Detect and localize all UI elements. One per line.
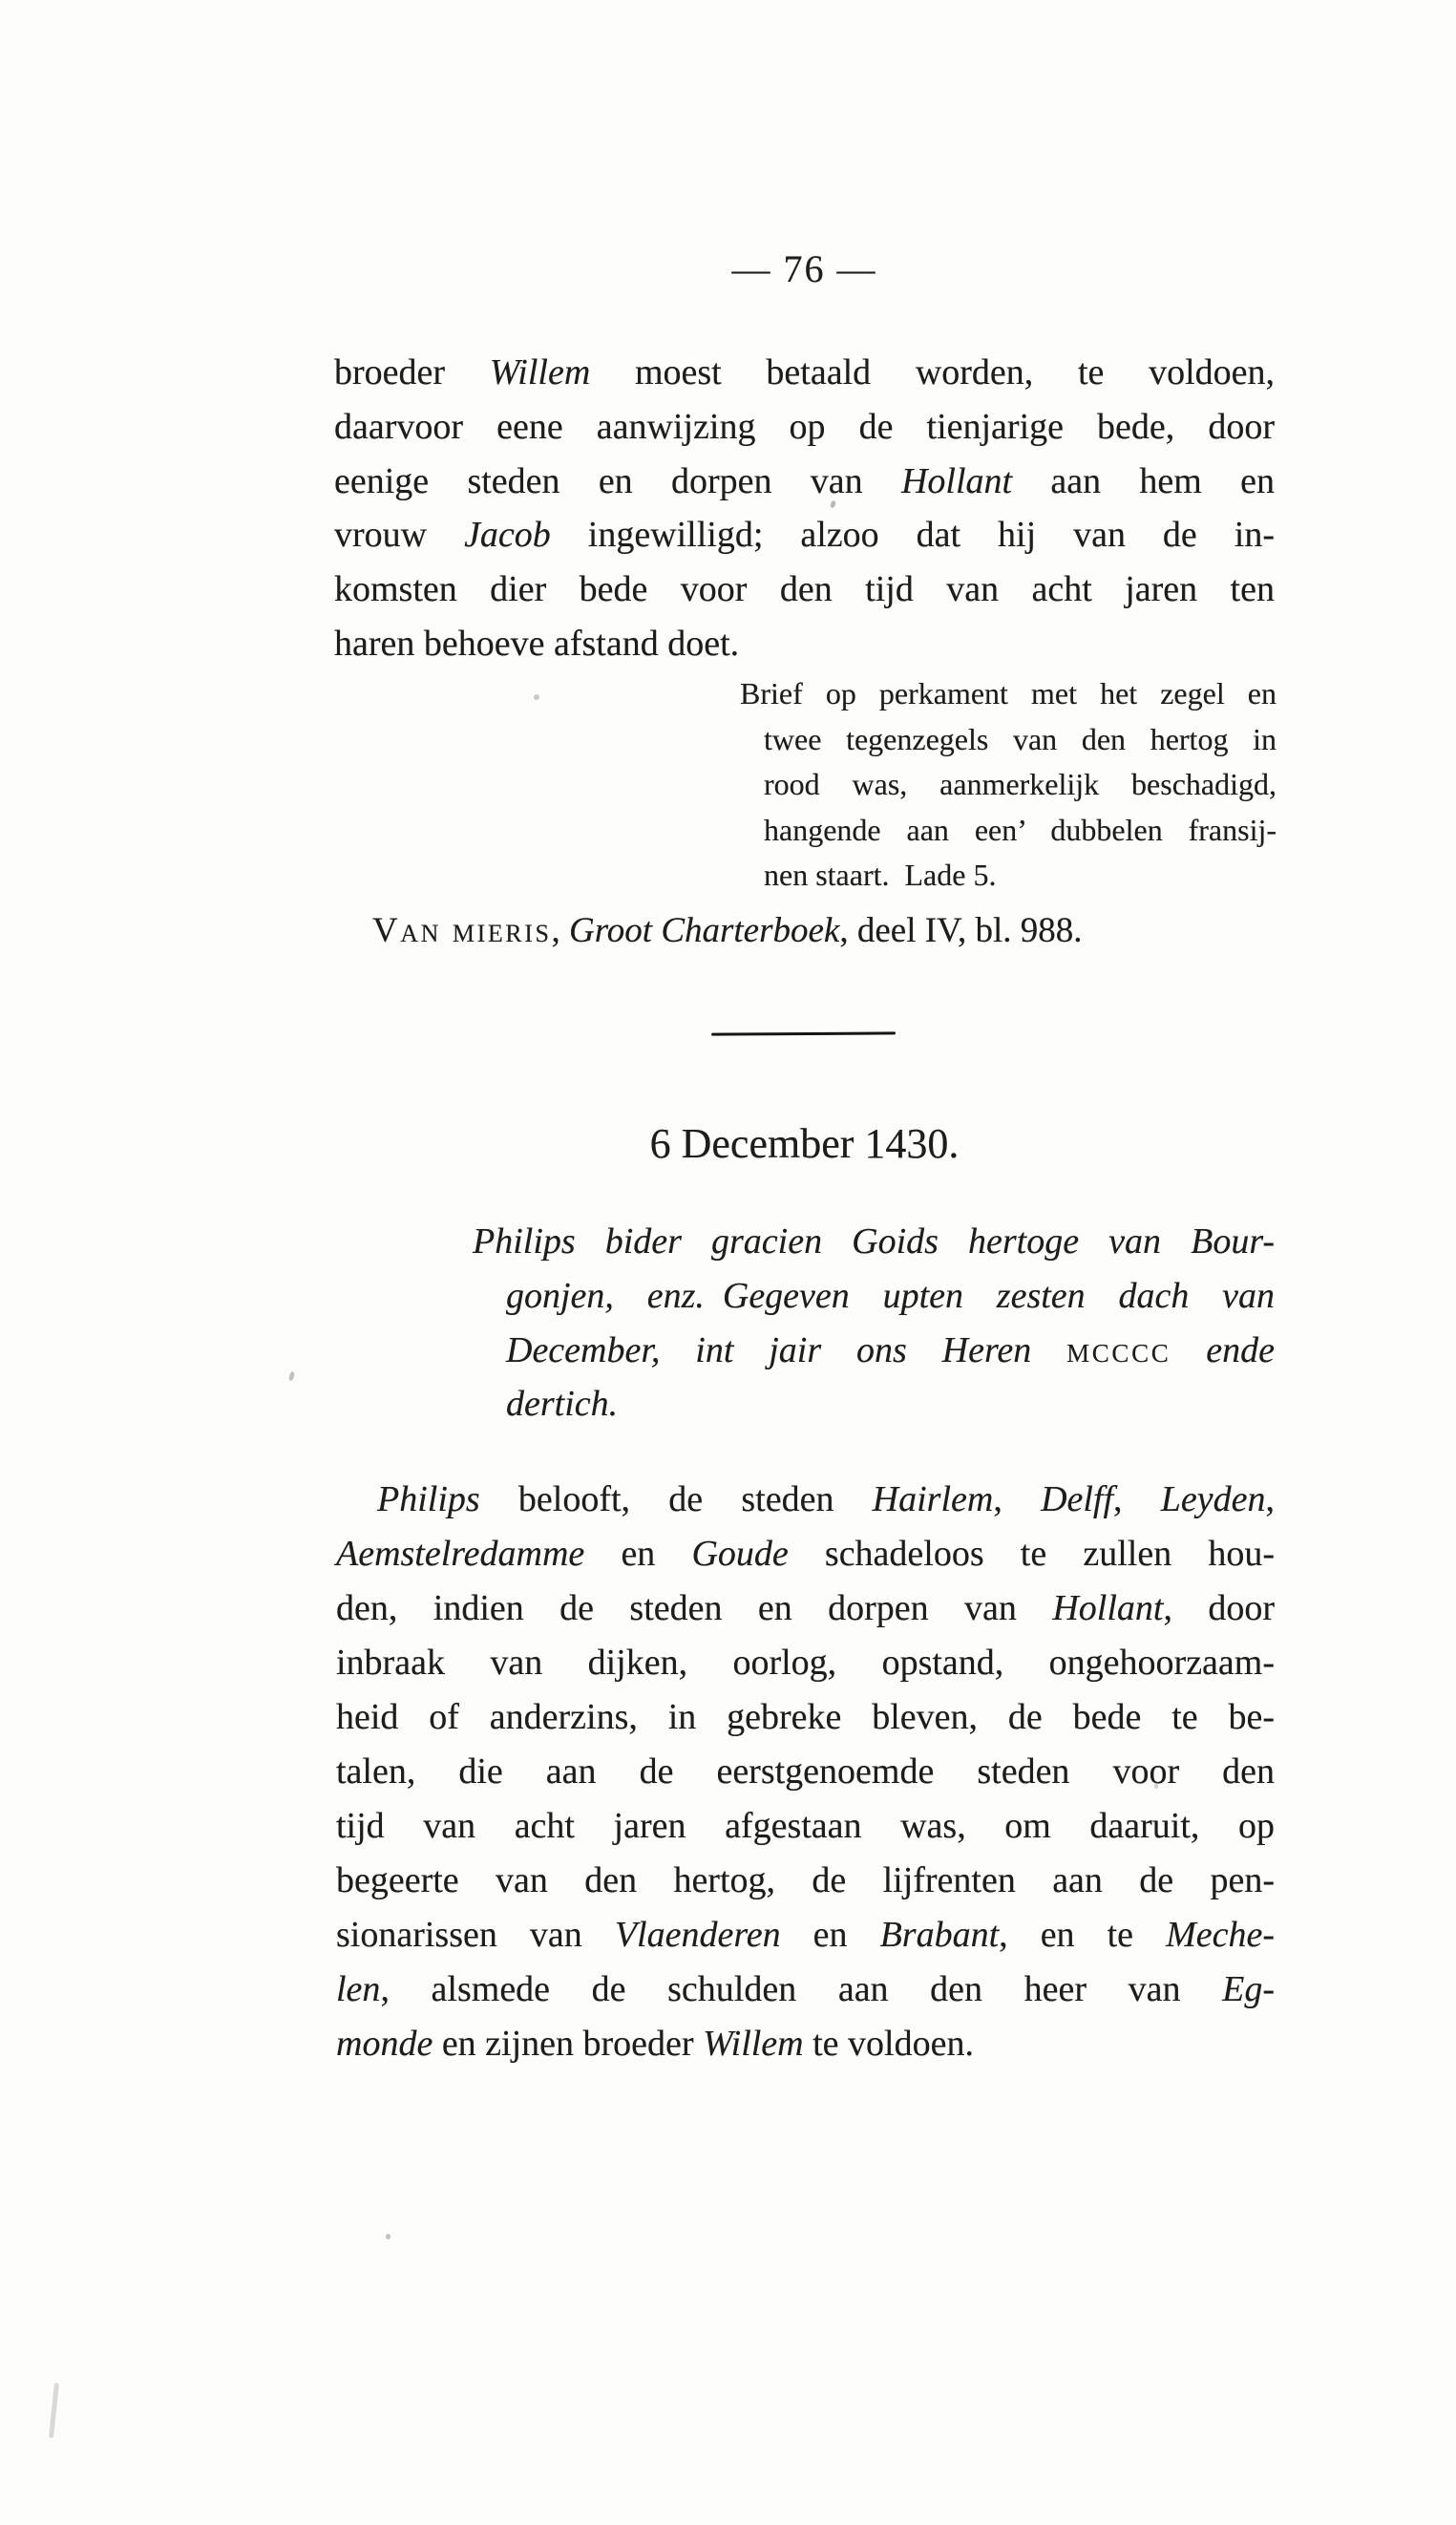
scan-artifact-speck: [386, 2234, 390, 2239]
plain-text: dertich.: [506, 1384, 619, 1425]
plain-text: ,: [993, 1479, 1042, 1519]
text-line: [334, 562, 1275, 617]
text-line: [506, 1377, 1275, 1432]
scan-edge-smudge: [49, 2383, 59, 2438]
plain-text: twee tegenzegels van den hertog in: [764, 721, 1277, 756]
plain-text: belooft, de steden: [479, 1479, 873, 1519]
plain-text: eenige steden en dorpen van: [334, 460, 901, 501]
small-caps-text: Van mieris: [372, 911, 552, 950]
text-line: [334, 508, 1275, 562]
italic-text: Eg-: [1222, 1969, 1275, 2009]
plain-text: ,: [1265, 1479, 1276, 1519]
date-heading: 6 December 1430.: [649, 1120, 960, 1167]
text-line: [334, 617, 1275, 671]
plain-text: talen, die aan de eerstgenoemde steden voor den: [336, 1751, 1275, 1792]
plain-text: Philips bider gracien Goids hertoge van Bour-: [473, 1221, 1275, 1262]
italic-text: Leyden: [1160, 1479, 1266, 1519]
plain-text: , deel IV, bl. 988.: [839, 911, 1083, 950]
plain-text: nen staart. Lade 5.: [764, 858, 997, 892]
text-line: [336, 1799, 1275, 1854]
body-paragraph-1: [334, 346, 1275, 671]
plain-text: sionarissen van: [336, 1915, 615, 1955]
text-line: [764, 853, 1277, 899]
text-line: [372, 907, 1232, 955]
plain-text: gonjen, enz. Gegeven upten zesten dach van: [506, 1275, 1275, 1316]
plain-text: ende: [1171, 1329, 1275, 1370]
plain-text: Brief op perkament met het zegel en: [740, 676, 1277, 711]
body-paragraph-2: [336, 1473, 1275, 2071]
plain-text: tijd van acht jaren afgestaan was, om daaruit, op: [336, 1806, 1275, 1846]
italic-text: Willem: [489, 352, 591, 393]
plain-text: en: [780, 1915, 880, 1955]
plain-text: moest betaald worden, te voldoen,: [590, 352, 1275, 393]
text-line: [764, 808, 1277, 854]
plain-text: te voldoen.: [803, 2024, 974, 2064]
text-line: [336, 1581, 1275, 1636]
text-line: [506, 1269, 1275, 1324]
text-line: [336, 1963, 1275, 2017]
text-line: [506, 1324, 1275, 1378]
text-line: [764, 717, 1277, 763]
plain-text: begeerte van den hertog, de lijfrenten aan de pen-: [336, 1860, 1275, 1900]
scan-artifact-speck: [1154, 1784, 1158, 1789]
plain-text: , alsmede de schulden aan den heer van: [380, 1969, 1223, 2009]
text-line: [334, 455, 1275, 509]
scan-artifact-speck: [534, 694, 539, 700]
italic-text: Meche-: [1166, 1915, 1276, 1955]
italic-text: Hollant: [1052, 1588, 1164, 1628]
text-line: [473, 1215, 1275, 1269]
archival-note: [740, 671, 1277, 899]
plain-text: inbraak van dijken, oorlog, opstand, ongehoorzaam-: [336, 1643, 1275, 1683]
page-number: — 76 —: [731, 247, 877, 290]
text-line: [336, 1908, 1275, 1963]
plain-text: rood was, aanmerkelijk beschadigd,: [764, 767, 1277, 801]
text-line: [336, 1745, 1275, 1799]
small-caps-text: mcccc: [1066, 1329, 1171, 1370]
italic-text: Philips: [377, 1479, 480, 1519]
italic-text: Aemstelredamme: [336, 1534, 585, 1574]
plain-text: daarvoor eene aanwijzing op de tienjarige bede, door: [334, 406, 1275, 447]
plain-text: , en te: [999, 1915, 1167, 1955]
plain-text: haren behoeve afstand doet.: [334, 623, 740, 664]
plain-text: en zijnen broeder: [433, 2024, 704, 2064]
italic-text: Willem: [703, 2024, 804, 2064]
italic-text: Brabant: [879, 1915, 1000, 1955]
text-line: [336, 2017, 1275, 2071]
text-line: [336, 1690, 1275, 1745]
plain-text: en: [584, 1534, 692, 1574]
plain-text: komsten dier bede voor den tijd van acht jaren ten: [334, 569, 1275, 610]
scan-artifact-speck: [288, 1371, 295, 1382]
italic-text: Vlaenderen: [614, 1915, 781, 1955]
plain-text: December, int jair ons Heren: [506, 1329, 1067, 1370]
plain-text: ,: [551, 911, 570, 950]
italic-text: monde: [336, 2024, 433, 2064]
italic-text: Hairlem: [872, 1479, 994, 1519]
text-line: [336, 1527, 1275, 1581]
text-line: [336, 1636, 1275, 1690]
plain-text: ingewilligd; alzoo dat hij van de in-: [550, 515, 1275, 556]
italic-text: len: [336, 1969, 381, 2009]
text-line: [336, 1473, 1275, 1527]
text-line: [334, 400, 1275, 455]
italic-text: Jacob: [464, 515, 551, 556]
plain-text: heid of anderzins, in gebreke bleven, de bede te be-: [336, 1697, 1275, 1737]
charter-summary-block: [473, 1215, 1275, 1432]
italic-text: Delff: [1041, 1479, 1114, 1519]
text-line: [740, 671, 1277, 717]
plain-text: , door: [1163, 1588, 1276, 1628]
text-line: [764, 762, 1277, 808]
plain-text: ,: [1113, 1479, 1161, 1519]
section-divider-rule: [711, 1031, 896, 1035]
italic-text: Groot Charterboek: [569, 911, 840, 950]
plain-text: broeder: [334, 352, 490, 393]
plain-text: den, indien de steden en dorpen van: [336, 1588, 1053, 1628]
text-line: [336, 1854, 1275, 1908]
italic-text: Goude: [691, 1534, 789, 1574]
source-citation: [372, 907, 1232, 955]
text-line: [334, 346, 1275, 400]
plain-text: aan hem en: [1012, 460, 1275, 501]
plain-text: vrouw: [334, 515, 465, 556]
plain-text: hangende aan een’ dubbelen fransij-: [764, 812, 1277, 847]
plain-text: schadeloos te zullen hou-: [788, 1534, 1275, 1574]
italic-text: Hollant: [900, 460, 1013, 501]
